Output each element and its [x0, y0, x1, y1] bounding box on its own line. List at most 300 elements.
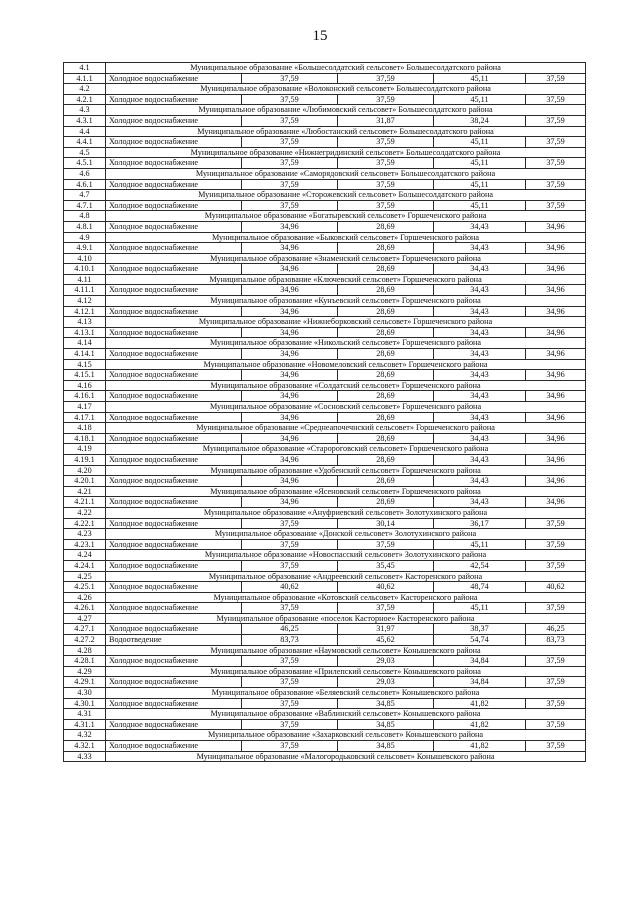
tariff-value: 37,59: [526, 115, 586, 126]
municipality-name: Муниципальное образование «Сторожевский сельсовет» Большесолдатского района: [106, 190, 586, 201]
municipality-row: [64, 730, 586, 741]
municipality-name: Муниципальное образование «Быковский сельсовет» Горшеченского района: [106, 232, 586, 243]
row-code: 4.9.1: [64, 243, 106, 254]
tariff-value: 34,96: [242, 454, 338, 465]
tariff-value: 34,96: [526, 433, 586, 444]
municipality-name: Муниципальное образование «Андреевский сельсовет» Касторенского района: [106, 571, 586, 582]
tariff-value: 34,43: [434, 306, 526, 317]
municipality-row: [64, 666, 586, 677]
tariff-value: 37,59: [526, 677, 586, 688]
tariff-value: 35,45: [338, 560, 434, 571]
tariff-value: 37,59: [242, 698, 338, 709]
tariff-value: 34,96: [242, 370, 338, 381]
tariff-value: 34,96: [242, 476, 338, 487]
row-code: 4.27.2: [64, 635, 106, 646]
tariff-value: 45,11: [434, 158, 526, 169]
row-code: 4.11: [64, 274, 106, 285]
municipality-name: Муниципальное образование «Донской сельсовет» Золотухинского района: [106, 529, 586, 540]
tariff-value: 28,69: [338, 285, 434, 296]
table-row: [64, 391, 586, 402]
tariff-value: 37,59: [526, 179, 586, 190]
municipality-name: Муниципальное образование «Ваблинский сельсовет» Конышевского района: [106, 709, 586, 720]
row-code: 4.13.1: [64, 327, 106, 338]
tariff-value: 34,43: [434, 497, 526, 508]
tariff-value: 37,59: [242, 518, 338, 529]
tariff-value: 37,59: [242, 94, 338, 105]
tariff-value: 37,59: [526, 73, 586, 84]
service-name: Холодное водоснабжение: [106, 285, 242, 296]
tariff-value: 37,59: [338, 158, 434, 169]
tariff-value: 45,11: [434, 94, 526, 105]
tariff-value: 37,59: [242, 656, 338, 667]
row-code: 4.28.1: [64, 656, 106, 667]
municipality-row: [64, 507, 586, 518]
service-name: Холодное водоснабжение: [106, 243, 242, 254]
tariff-value: 48,74: [434, 582, 526, 593]
tariff-value: 34,84: [434, 677, 526, 688]
tariff-value: 34,96: [242, 497, 338, 508]
tariff-value: 37,59: [338, 137, 434, 148]
tariff-value: 34,96: [526, 285, 586, 296]
row-code: 4.20: [64, 465, 106, 476]
row-code: 4.6.1: [64, 179, 106, 190]
tariff-value: 28,69: [338, 264, 434, 275]
table-row: [64, 158, 586, 169]
municipality-name: Муниципальное образование «Ануфриевский сельсовет» Золотухинского района: [106, 507, 586, 518]
tariff-value: 34,96: [526, 306, 586, 317]
row-code: 4.25: [64, 571, 106, 582]
tariff-value: 34,96: [242, 264, 338, 275]
municipality-row: [64, 380, 586, 391]
municipality-name: Муниципальное образование «поселок Касторное» Касторенского района: [106, 613, 586, 624]
tariff-value: 37,59: [242, 560, 338, 571]
tariff-value: 45,11: [434, 603, 526, 614]
row-code: 4.15.1: [64, 370, 106, 381]
service-name: Холодное водоснабжение: [106, 391, 242, 402]
tariff-value: 34,96: [242, 306, 338, 317]
service-name: Холодное водоснабжение: [106, 412, 242, 423]
municipality-row: [64, 105, 586, 116]
municipality-row: [64, 253, 586, 264]
municipality-name: Муниципальное образование «Саморядовский сельсовет» Большесолдатского района: [106, 168, 586, 179]
municipality-row: [64, 211, 586, 222]
table-row: [64, 677, 586, 688]
tariff-value: 34,96: [526, 370, 586, 381]
tariff-value: 34,96: [242, 433, 338, 444]
tariff-value: 28,69: [338, 349, 434, 360]
table-row: [64, 94, 586, 105]
tariff-value: 34,43: [434, 221, 526, 232]
municipality-row: [64, 613, 586, 624]
tariff-value: 37,59: [338, 539, 434, 550]
municipality-name: Муниципальное образование «Ясеновский сельсовет» Горшеченского района: [106, 486, 586, 497]
municipality-row: [64, 550, 586, 561]
service-name: Холодное водоснабжение: [106, 221, 242, 232]
municipality-row: [64, 592, 586, 603]
row-code: 4.18.1: [64, 433, 106, 444]
municipality-name: Муниципальное образование «Новоспасский сельсовет» Золотухинского района: [106, 550, 586, 561]
tariff-value: 31,97: [338, 624, 434, 635]
service-name: Холодное водоснабжение: [106, 94, 242, 105]
municipality-name: Муниципальное образование «Сосновский сельсовет» Горшеченского района: [106, 402, 586, 413]
tariff-value: 37,59: [242, 137, 338, 148]
tariff-value: 34,43: [434, 264, 526, 275]
municipality-row: [64, 274, 586, 285]
service-name: Холодное водоснабжение: [106, 454, 242, 465]
tariff-value: 28,69: [338, 412, 434, 423]
tariff-value: 34,43: [434, 370, 526, 381]
tariff-value: 37,59: [526, 656, 586, 667]
tariff-value: 37,59: [526, 539, 586, 550]
table-row: [64, 179, 586, 190]
municipality-row: [64, 709, 586, 720]
tariff-value: 28,69: [338, 327, 434, 338]
row-code: 4.21.1: [64, 497, 106, 508]
tariff-value: 34,43: [434, 454, 526, 465]
table-row: [64, 264, 586, 275]
municipality-name: Муниципальное образование «Наумовский сельсовет» Конышевского района: [106, 645, 586, 656]
service-name: Холодное водоснабжение: [106, 518, 242, 529]
tariff-value: 41,82: [434, 741, 526, 752]
row-code: 4.28: [64, 645, 106, 656]
tariff-value: 28,69: [338, 221, 434, 232]
row-code: 4.14: [64, 338, 106, 349]
tariff-value: 31,87: [338, 115, 434, 126]
tariff-value: 34,96: [242, 221, 338, 232]
tariff-value: 28,69: [338, 476, 434, 487]
tariff-value: 34,96: [526, 327, 586, 338]
table-row: [64, 115, 586, 126]
row-code: 4.4.1: [64, 137, 106, 148]
row-code: 4.3: [64, 105, 106, 116]
tariff-value: 34,96: [242, 285, 338, 296]
row-code: 4.10.1: [64, 264, 106, 275]
municipality-row: [64, 338, 586, 349]
tariff-value: 34,96: [526, 391, 586, 402]
tariff-value: 38,37: [434, 624, 526, 635]
row-code: 4.16: [64, 380, 106, 391]
row-code: 4.18: [64, 423, 106, 434]
page-number: 15: [312, 28, 328, 44]
service-name: Холодное водоснабжение: [106, 741, 242, 752]
tariff-value: 42,54: [434, 560, 526, 571]
service-name: Холодное водоснабжение: [106, 264, 242, 275]
tariff-value: 28,69: [338, 454, 434, 465]
row-code: 4.29: [64, 666, 106, 677]
row-code: 4.30.1: [64, 698, 106, 709]
tariff-value: 45,11: [434, 200, 526, 211]
municipality-row: [64, 571, 586, 582]
tariff-value: 28,69: [338, 243, 434, 254]
row-code: 4.7.1: [64, 200, 106, 211]
row-code: 4.8.1: [64, 221, 106, 232]
row-code: 4.22.1: [64, 518, 106, 529]
tariff-value: 40,62: [338, 582, 434, 593]
table-row: [64, 137, 586, 148]
row-code: 4.6: [64, 168, 106, 179]
table-row: [64, 624, 586, 635]
service-name: Холодное водоснабжение: [106, 115, 242, 126]
table-row: [64, 582, 586, 593]
row-code: 4.9: [64, 232, 106, 243]
row-code: 4.33: [64, 751, 106, 762]
municipality-name: Муниципальное образование «Захарковский сельсовет» Конышевского района: [106, 730, 586, 741]
municipality-row: [64, 84, 586, 95]
tariff-value: 37,59: [338, 73, 434, 84]
service-name: Холодное водоснабжение: [106, 433, 242, 444]
row-code: 4.17.1: [64, 412, 106, 423]
tariff-value: 34,96: [242, 327, 338, 338]
municipality-row: [64, 126, 586, 137]
tariff-value: 37,59: [526, 518, 586, 529]
row-code: 4.23.1: [64, 539, 106, 550]
tariff-value: 34,96: [526, 243, 586, 254]
row-code: 4.12.1: [64, 306, 106, 317]
municipality-row: [64, 232, 586, 243]
tariff-value: 34,43: [434, 285, 526, 296]
municipality-row: [64, 751, 586, 762]
service-name: Холодное водоснабжение: [106, 677, 242, 688]
service-name: Холодное водоснабжение: [106, 497, 242, 508]
tariff-table-body: [64, 63, 586, 762]
row-code: 4.17: [64, 402, 106, 413]
municipality-name: Муниципальное образование «Знаменский сельсовет» Горшеченского района: [106, 253, 586, 264]
row-code: 4.2: [64, 84, 106, 95]
tariff-value: 37,59: [242, 719, 338, 730]
service-name: Холодное водоснабжение: [106, 719, 242, 730]
service-name: Холодное водоснабжение: [106, 698, 242, 709]
service-name: Холодное водоснабжение: [106, 656, 242, 667]
tariff-value: 34,96: [526, 221, 586, 232]
tariff-value: 38,24: [434, 115, 526, 126]
tariff-value: 37,59: [338, 179, 434, 190]
tariff-value: 37,59: [526, 200, 586, 211]
tariff-value: 37,59: [242, 741, 338, 752]
table-row: [64, 412, 586, 423]
municipality-name: Муниципальное образование «Любимовский сельсовет» Большесолдатского района: [106, 105, 586, 116]
row-code: 4.20.1: [64, 476, 106, 487]
municipality-row: [64, 359, 586, 370]
tariff-value: 37,59: [526, 560, 586, 571]
municipality-row: [64, 688, 586, 699]
tariff-value: 37,59: [526, 94, 586, 105]
row-code: 4.27.1: [64, 624, 106, 635]
row-code: 4.19: [64, 444, 106, 455]
municipality-row: [64, 465, 586, 476]
tariff-value: 37,59: [242, 179, 338, 190]
tariff-value: 34,96: [526, 412, 586, 423]
tariff-value: 40,62: [242, 582, 338, 593]
municipality-row: [64, 402, 586, 413]
tariff-value: 37,59: [526, 698, 586, 709]
service-name: Холодное водоснабжение: [106, 349, 242, 360]
municipality-row: [64, 529, 586, 540]
municipality-row: [64, 317, 586, 328]
row-code: 4.3.1: [64, 115, 106, 126]
row-code: 4.29.1: [64, 677, 106, 688]
service-name: Холодное водоснабжение: [106, 73, 242, 84]
tariff-value: 28,69: [338, 433, 434, 444]
tariff-value: 29,03: [338, 677, 434, 688]
tariff-value: 34,96: [526, 497, 586, 508]
tariff-value: 34,85: [338, 698, 434, 709]
row-code: 4.25.1: [64, 582, 106, 593]
row-code: 4.26.1: [64, 603, 106, 614]
table-row: [64, 285, 586, 296]
service-name: Холодное водоснабжение: [106, 476, 242, 487]
tariff-value: 36,17: [434, 518, 526, 529]
table-row: [64, 221, 586, 232]
row-code: 4.31: [64, 709, 106, 720]
tariff-value: 45,11: [434, 539, 526, 550]
tariff-value: 34,96: [242, 412, 338, 423]
row-code: 4.32: [64, 730, 106, 741]
row-code: 4.4: [64, 126, 106, 137]
municipality-name: Муниципальное образование «Прилепский сельсовет» Конышевского района: [106, 666, 586, 677]
table-row: [64, 698, 586, 709]
tariff-value: 41,82: [434, 719, 526, 730]
tariff-value: 34,84: [434, 656, 526, 667]
tariff-value: 34,43: [434, 412, 526, 423]
tariff-value: 54,74: [434, 635, 526, 646]
tariff-value: 34,85: [338, 741, 434, 752]
municipality-row: [64, 147, 586, 158]
service-name: Водоотведение: [106, 635, 242, 646]
tariff-table: [63, 62, 586, 762]
row-code: 4.7: [64, 190, 106, 201]
table-row: [64, 370, 586, 381]
tariff-value: 37,59: [242, 677, 338, 688]
service-name: Холодное водоснабжение: [106, 179, 242, 190]
municipality-name: Муниципальное образование «Нижнеборковский сельсовет» Горшеченского района: [106, 317, 586, 328]
tariff-value: 34,96: [526, 454, 586, 465]
municipality-name: Муниципальное образование «Волоконский сельсовет» Большесолдатского района: [106, 84, 586, 95]
municipality-name: Муниципальное образование «Нижнегридинский сельсовет» Большесолдатского района: [106, 147, 586, 158]
tariff-value: 34,43: [434, 433, 526, 444]
municipality-name: Муниципальное образование «Малогородьковский сельсовет» Конышевского района: [106, 751, 586, 762]
tariff-value: 37,59: [338, 200, 434, 211]
service-name: Холодное водоснабжение: [106, 624, 242, 635]
table-row: [64, 476, 586, 487]
table-row: [64, 539, 586, 550]
municipality-name: Муниципальное образование «Котовский сельсовет» Касторенского района: [106, 592, 586, 603]
row-code: 4.12: [64, 296, 106, 307]
row-code: 4.14.1: [64, 349, 106, 360]
municipality-name: Муниципальное образование «Большесолдатский сельсовет» Большесолдатского района: [106, 63, 586, 74]
row-code: 4.1: [64, 63, 106, 74]
tariff-value: 46,25: [242, 624, 338, 635]
row-code: 4.1.1: [64, 73, 106, 84]
municipality-name: Муниципальное образование «Новомеловский сельсовет» Горшеченского района: [106, 359, 586, 370]
tariff-value: 34,85: [338, 719, 434, 730]
tariff-value: 37,59: [242, 200, 338, 211]
row-code: 4.23: [64, 529, 106, 540]
tariff-value: 28,69: [338, 306, 434, 317]
tariff-value: 28,69: [338, 391, 434, 402]
tariff-value: 34,96: [526, 349, 586, 360]
municipality-name: Муниципальное образование «Солдатский сельсовет» Горшеченского района: [106, 380, 586, 391]
row-code: 4.8: [64, 211, 106, 222]
tariff-value: 83,73: [526, 635, 586, 646]
table-row: [64, 518, 586, 529]
row-code: 4.13: [64, 317, 106, 328]
tariff-value: 34,43: [434, 327, 526, 338]
row-code: 4.27: [64, 613, 106, 624]
municipality-name: Муниципальное образование «Старороговский сельсовет» Горшеченского района: [106, 444, 586, 455]
municipality-name: Муниципальное образование «Удобенский сельсовет» Горшеченского района: [106, 465, 586, 476]
municipality-name: Муниципальное образование «Богатыревский сельсовет» Горшеченского района: [106, 211, 586, 222]
municipality-name: Муниципальное образование «Никольский сельсовет» Горшеченского района: [106, 338, 586, 349]
service-name: Холодное водоснабжение: [106, 158, 242, 169]
table-row: [64, 73, 586, 84]
table-row: [64, 635, 586, 646]
municipality-row: [64, 168, 586, 179]
row-code: 4.26: [64, 592, 106, 603]
row-code: 4.32.1: [64, 741, 106, 752]
tariff-value: 45,11: [434, 179, 526, 190]
tariff-value: 37,59: [242, 539, 338, 550]
service-name: Холодное водоснабжение: [106, 582, 242, 593]
table-row: [64, 454, 586, 465]
table-row: [64, 497, 586, 508]
service-name: Холодное водоснабжение: [106, 200, 242, 211]
tariff-value: 34,43: [434, 476, 526, 487]
tariff-value: 45,11: [434, 73, 526, 84]
service-name: Холодное водоснабжение: [106, 560, 242, 571]
row-code: 4.11.1: [64, 285, 106, 296]
table-row: [64, 719, 586, 730]
tariff-value: 34,96: [242, 391, 338, 402]
tariff-value: 37,59: [338, 94, 434, 105]
service-name: Холодное водоснабжение: [106, 370, 242, 381]
tariff-value: 29,03: [338, 656, 434, 667]
table-row: [64, 200, 586, 211]
table-row: [64, 433, 586, 444]
tariff-value: 37,59: [338, 603, 434, 614]
service-name: Холодное водоснабжение: [106, 603, 242, 614]
tariff-value: 34,43: [434, 391, 526, 402]
municipality-name: Муниципальное образование «Беляевский сельсовет» Конышевского района: [106, 688, 586, 699]
row-code: 4.31.1: [64, 719, 106, 730]
municipality-row: [64, 423, 586, 434]
service-name: Холодное водоснабжение: [106, 306, 242, 317]
row-code: 4.5.1: [64, 158, 106, 169]
tariff-value: 34,96: [242, 243, 338, 254]
tariff-value: 83,73: [242, 635, 338, 646]
municipality-name: Муниципальное образование «Любостанский сельсовет» Большесолдатского района: [106, 126, 586, 137]
tariff-value: 34,96: [526, 264, 586, 275]
tariff-value: 37,59: [526, 603, 586, 614]
service-name: Холодное водоснабжение: [106, 137, 242, 148]
municipality-name: Муниципальное образование «Среднеапочечнский сельсовет» Горшеченского района: [106, 423, 586, 434]
row-code: 4.16.1: [64, 391, 106, 402]
municipality-row: [64, 63, 586, 74]
tariff-value: 37,59: [242, 603, 338, 614]
table-row: [64, 349, 586, 360]
tariff-value: 46,25: [526, 624, 586, 635]
row-code: 4.2.1: [64, 94, 106, 105]
municipality-row: [64, 645, 586, 656]
tariff-value: 28,69: [338, 370, 434, 381]
municipality-row: [64, 444, 586, 455]
tariff-value: 37,59: [242, 158, 338, 169]
row-code: 4.21: [64, 486, 106, 497]
tariff-value: 28,69: [338, 497, 434, 508]
table-row: [64, 603, 586, 614]
table-row: [64, 741, 586, 752]
row-code: 4.19.1: [64, 454, 106, 465]
municipality-name: Муниципальное образование «Ключевский сельсовет» Горшеченского района: [106, 274, 586, 285]
